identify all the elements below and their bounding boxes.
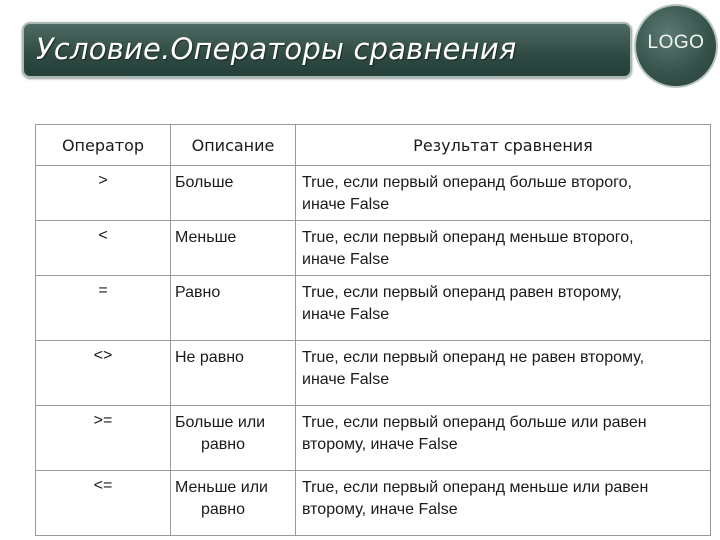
operator-cell: > [36, 166, 171, 221]
operator-cell: <= [36, 471, 171, 536]
slide-title: Условие.Операторы сравнения [36, 32, 517, 66]
result-cell [296, 406, 711, 471]
result-line-2: иначе False [302, 306, 390, 323]
description-line: Не равно [175, 349, 244, 366]
table-row [36, 471, 711, 536]
result-cell [296, 341, 711, 406]
description-line: Равно [175, 284, 221, 301]
description-line: Больше [175, 174, 234, 191]
result-line-2: иначе False [302, 371, 390, 388]
table-row [36, 221, 711, 276]
result-line-1: True, если первый операнд больше второго, [302, 174, 632, 191]
result-cell [296, 276, 711, 341]
result-line-2: второму, иначе False [302, 436, 458, 453]
result-line-1: True, если первый операнд меньше или равен [302, 479, 649, 496]
result-line-2: иначе False [302, 196, 390, 213]
operator-cell: <> [36, 341, 171, 406]
description-cell [171, 341, 296, 406]
description-line-2: равно [201, 501, 246, 518]
operator-cell: >= [36, 406, 171, 471]
description-line-2: равно [201, 436, 246, 453]
description-cell [171, 276, 296, 341]
result-cell [296, 471, 711, 536]
result-line-1: True, если первый операнд больше или равен [302, 414, 647, 431]
result-cell [296, 221, 711, 276]
operator-cell: = [36, 276, 171, 341]
logo-text: LOGO [647, 32, 705, 53]
title-box [22, 22, 632, 78]
description-line-1: Больше или [175, 414, 266, 431]
result-line-1: True, если первый операнд меньше второго, [302, 229, 634, 246]
slide-header [0, 0, 720, 96]
table-header-row [36, 125, 711, 166]
description-cell [171, 166, 296, 221]
column-header-result: Результат сравнения [296, 125, 711, 166]
result-line-1: True, если первый операнд равен второму, [302, 284, 622, 301]
logo-badge [634, 4, 718, 88]
description-cell [171, 471, 296, 536]
result-cell [296, 166, 711, 221]
description-line-1: Меньше или [175, 479, 268, 496]
comparison-operators-table [35, 124, 711, 536]
table-row [36, 276, 711, 341]
column-header-operator: Оператор [36, 125, 171, 166]
table-row [36, 341, 711, 406]
result-line-2: второму, иначе False [302, 501, 458, 518]
description-line: Меньше [175, 229, 237, 246]
result-line-1: True, если первый операнд не равен второму, [302, 349, 645, 366]
table-row [36, 166, 711, 221]
operator-cell: < [36, 221, 171, 276]
column-header-description: Описание [171, 125, 296, 166]
description-cell [171, 221, 296, 276]
table-row [36, 406, 711, 471]
description-cell [171, 406, 296, 471]
result-line-2: иначе False [302, 251, 390, 268]
